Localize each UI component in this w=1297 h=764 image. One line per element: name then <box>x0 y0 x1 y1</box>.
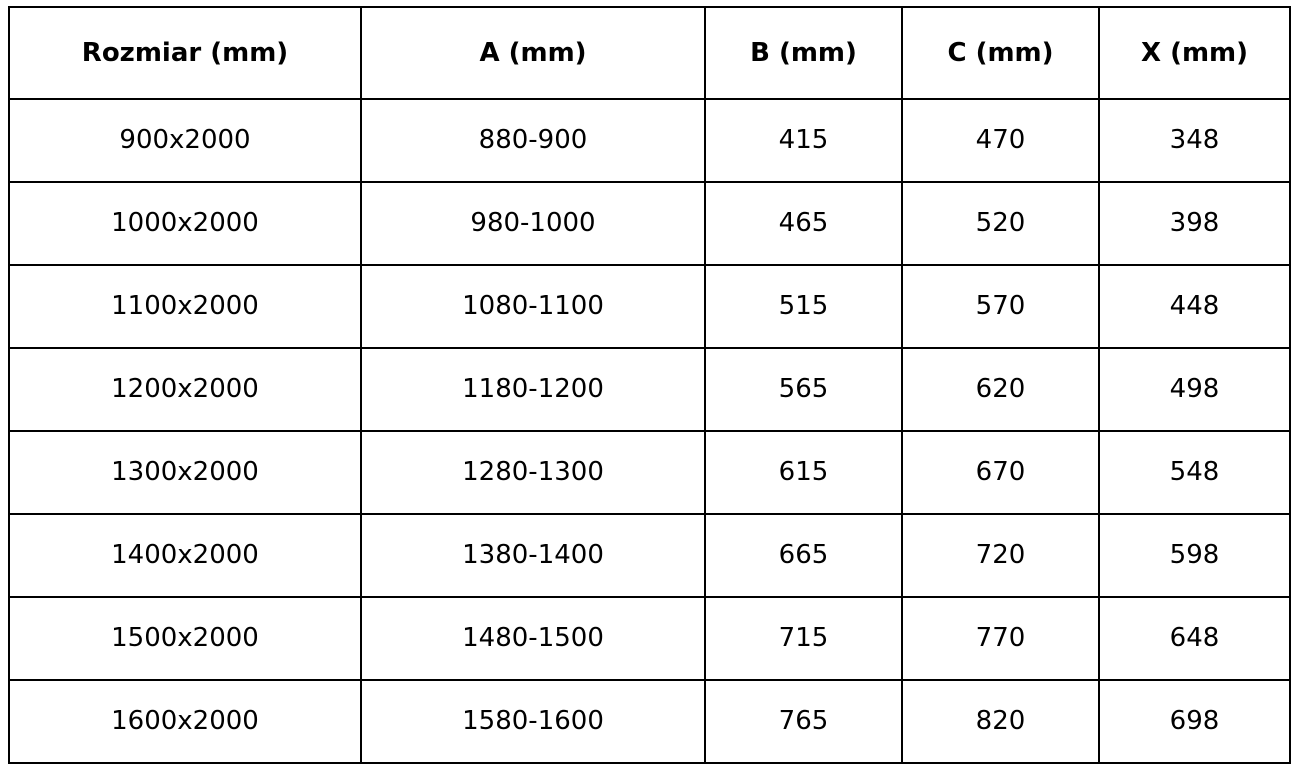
cell-a: 980-1000 <box>361 182 705 265</box>
table-header <box>9 7 1290 99</box>
cell-size: 900x2000 <box>9 99 361 182</box>
cell-size: 1000x2000 <box>9 182 361 265</box>
table-row <box>9 514 1290 597</box>
cell-c: 720 <box>902 514 1099 597</box>
cell-x: 448 <box>1099 265 1290 348</box>
column-header-b: B (mm) <box>705 7 902 99</box>
table-row <box>9 431 1290 514</box>
cell-size: 1200x2000 <box>9 348 361 431</box>
cell-c: 570 <box>902 265 1099 348</box>
cell-b: 615 <box>705 431 902 514</box>
cell-a: 1380-1400 <box>361 514 705 597</box>
cell-c: 670 <box>902 431 1099 514</box>
cell-a: 1080-1100 <box>361 265 705 348</box>
cell-x: 348 <box>1099 99 1290 182</box>
column-header-x: X (mm) <box>1099 7 1290 99</box>
table-row <box>9 182 1290 265</box>
table-row <box>9 680 1290 763</box>
cell-x: 398 <box>1099 182 1290 265</box>
cell-size: 1100x2000 <box>9 265 361 348</box>
cell-a: 1480-1500 <box>361 597 705 680</box>
table-row <box>9 597 1290 680</box>
cell-c: 820 <box>902 680 1099 763</box>
cell-b: 515 <box>705 265 902 348</box>
cell-x: 698 <box>1099 680 1290 763</box>
cell-b: 465 <box>705 182 902 265</box>
column-header-rozmiar: Rozmiar (mm) <box>9 7 361 99</box>
table-row <box>9 99 1290 182</box>
cell-b: 765 <box>705 680 902 763</box>
cell-size: 1400x2000 <box>9 514 361 597</box>
cell-size: 1300x2000 <box>9 431 361 514</box>
table-row <box>9 265 1290 348</box>
column-header-a: A (mm) <box>361 7 705 99</box>
column-header-c: C (mm) <box>902 7 1099 99</box>
size-specification-table <box>8 6 1291 764</box>
cell-b: 565 <box>705 348 902 431</box>
table-row <box>9 348 1290 431</box>
cell-b: 715 <box>705 597 902 680</box>
cell-b: 415 <box>705 99 902 182</box>
cell-c: 620 <box>902 348 1099 431</box>
cell-a: 880-900 <box>361 99 705 182</box>
table-body <box>9 99 1290 763</box>
cell-a: 1180-1200 <box>361 348 705 431</box>
table-header-row <box>9 7 1290 99</box>
cell-x: 498 <box>1099 348 1290 431</box>
cell-c: 520 <box>902 182 1099 265</box>
cell-size: 1600x2000 <box>9 680 361 763</box>
cell-c: 770 <box>902 597 1099 680</box>
cell-a: 1580-1600 <box>361 680 705 763</box>
cell-a: 1280-1300 <box>361 431 705 514</box>
cell-x: 648 <box>1099 597 1290 680</box>
cell-b: 665 <box>705 514 902 597</box>
cell-x: 548 <box>1099 431 1290 514</box>
cell-x: 598 <box>1099 514 1290 597</box>
cell-c: 470 <box>902 99 1099 182</box>
cell-size: 1500x2000 <box>9 597 361 680</box>
